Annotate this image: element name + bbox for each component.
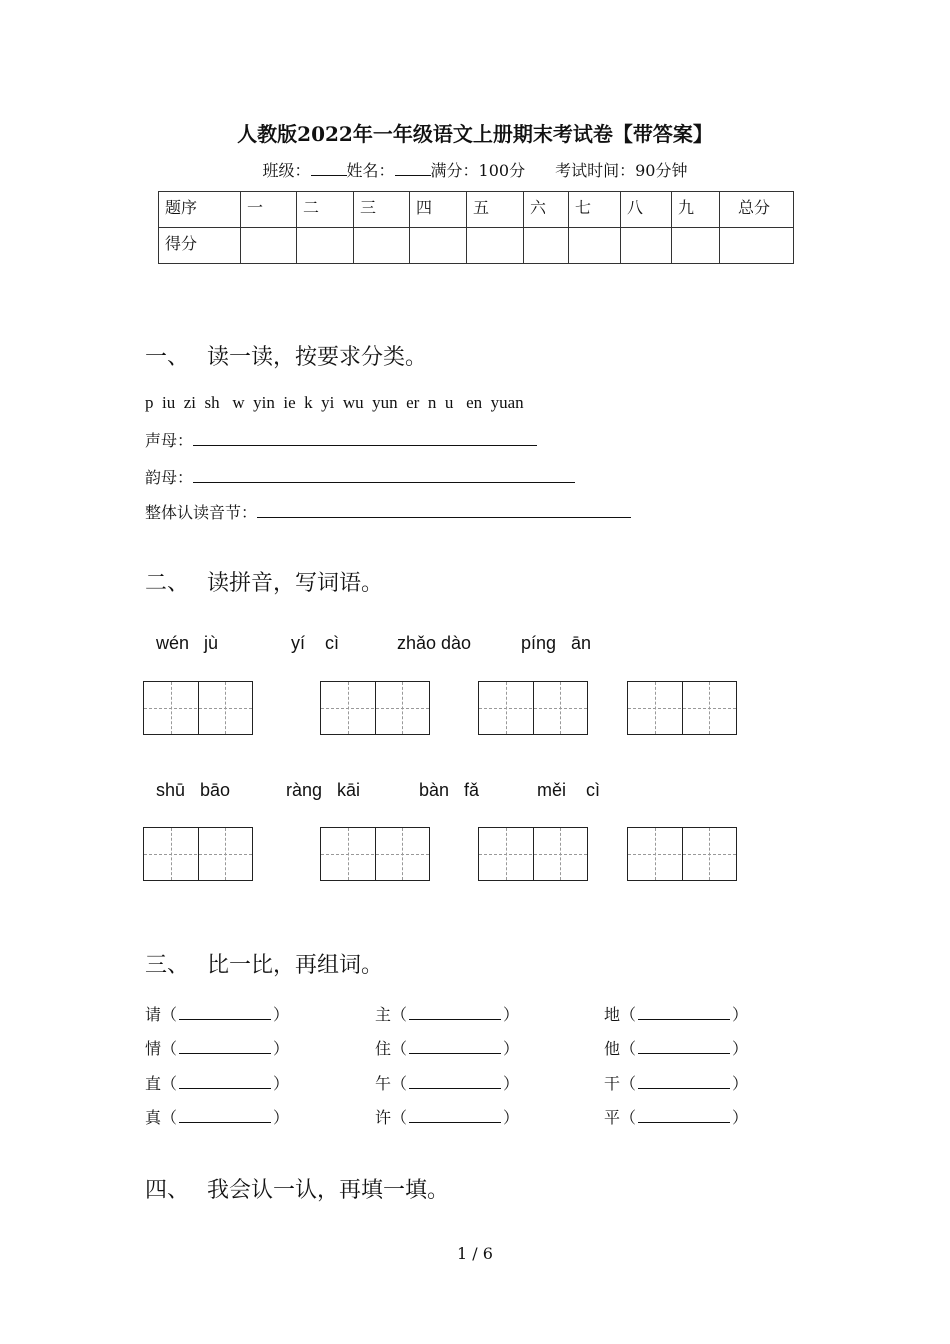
pinyin-label: wén jù	[156, 633, 219, 653]
score-cell[interactable]	[297, 228, 354, 264]
word-compose-blank[interactable]	[409, 1108, 501, 1123]
open-paren: （	[161, 1039, 178, 1058]
word-compose-item	[375, 1036, 519, 1059]
word-compose-item	[375, 1105, 519, 1128]
close-paren: ）	[273, 1039, 290, 1058]
section3-title: 比一比，再组词。	[207, 953, 384, 978]
word-compose-blank[interactable]	[409, 1005, 501, 1020]
open-paren: （	[391, 1108, 408, 1127]
pinyin-label: ràng kāi	[286, 780, 361, 800]
zhengti-line	[145, 500, 631, 523]
exam-info	[0, 158, 950, 181]
score-cell[interactable]	[569, 228, 621, 264]
open-paren: （	[620, 1074, 637, 1093]
word-compose-blank[interactable]	[179, 1039, 271, 1054]
writing-grid[interactable]	[143, 681, 253, 735]
word-compose-char: 情	[145, 1039, 162, 1058]
word-compose-item	[375, 1002, 519, 1025]
section1-letters: p iu zi sh w yin ie k yi wu yun er n u en yuan	[145, 393, 524, 412]
zhengti-answer-blank[interactable]	[257, 501, 631, 518]
writing-grid[interactable]	[627, 827, 737, 881]
score-table-score-row	[159, 228, 794, 264]
close-paren: ）	[503, 1074, 520, 1093]
shengmu-label: 声母：	[145, 431, 194, 450]
zhengti-label: 整体认读音节：	[145, 503, 258, 522]
pinyin-label: shū bāo	[156, 780, 231, 800]
word-compose-char: 直	[145, 1074, 162, 1093]
word-compose-char: 住	[375, 1039, 392, 1058]
writing-grid[interactable]	[320, 681, 430, 735]
section1-title: 读一读，按要求分类。	[207, 345, 428, 370]
word-compose-blank[interactable]	[409, 1039, 501, 1054]
pinyin-label: yí cì	[291, 633, 340, 653]
close-paren: ）	[503, 1005, 520, 1024]
full-score: 满分：100分	[430, 161, 526, 180]
word-compose-item	[604, 1071, 748, 1094]
pinyin-label: bàn fǎ	[419, 780, 480, 800]
open-paren: （	[161, 1108, 178, 1127]
close-paren: ）	[732, 1005, 749, 1024]
shengmu-line	[145, 428, 537, 451]
word-compose-item	[145, 1105, 289, 1128]
word-compose-blank[interactable]	[638, 1005, 730, 1020]
score-cell[interactable]	[410, 228, 467, 264]
name-label: 姓名：	[346, 161, 395, 180]
writing-grid[interactable]	[627, 681, 737, 735]
score-cell[interactable]	[354, 228, 410, 264]
page-title: 人教版2022年一年级语文上册期末考试卷【带答案】	[237, 122, 713, 146]
word-compose-char: 地	[604, 1005, 621, 1024]
class-blank	[311, 161, 347, 176]
yunmu-line	[145, 465, 575, 488]
score-header-cell: 八	[621, 192, 672, 228]
open-paren: （	[391, 1005, 408, 1024]
word-compose-char: 主	[375, 1005, 392, 1024]
score-cell[interactable]	[720, 228, 794, 264]
close-paren: ）	[732, 1108, 749, 1127]
score-row-label: 得分	[159, 228, 241, 264]
word-compose-char: 请	[145, 1005, 162, 1024]
score-table-header-row	[159, 192, 794, 228]
exam-time: 考试时间：90分钟	[555, 161, 688, 180]
close-paren: ）	[732, 1039, 749, 1058]
score-cell[interactable]	[467, 228, 524, 264]
writing-grid[interactable]	[478, 827, 588, 881]
open-paren: （	[620, 1005, 637, 1024]
section3-heading	[145, 948, 383, 979]
word-compose-blank[interactable]	[409, 1074, 501, 1089]
section4-num: 四、	[145, 1178, 190, 1203]
word-compose-blank[interactable]	[179, 1005, 271, 1020]
section1-num: 一、	[145, 345, 190, 370]
word-compose-char: 他	[604, 1039, 621, 1058]
open-paren: （	[620, 1108, 637, 1127]
open-paren: （	[391, 1074, 408, 1093]
word-compose-item	[145, 1071, 289, 1094]
word-compose-item	[375, 1071, 519, 1094]
score-header-cell: 五	[467, 192, 524, 228]
score-header-cell: 三	[354, 192, 410, 228]
score-header-cell: 一	[241, 192, 297, 228]
pinyin-label: měi cì	[537, 780, 601, 800]
word-compose-item	[145, 1002, 289, 1025]
writing-grid[interactable]	[478, 681, 588, 735]
score-header-cell: 六	[524, 192, 569, 228]
close-paren: ）	[503, 1108, 520, 1127]
close-paren: ）	[503, 1039, 520, 1058]
score-cell[interactable]	[524, 228, 569, 264]
score-header-cell: 四	[410, 192, 467, 228]
close-paren: ）	[273, 1005, 290, 1024]
word-compose-item	[145, 1036, 289, 1059]
score-header-cell: 七	[569, 192, 621, 228]
section3-num: 三、	[145, 953, 190, 978]
word-compose-blank[interactable]	[638, 1074, 730, 1089]
yunmu-answer-blank[interactable]	[193, 466, 575, 483]
section4-heading	[145, 1173, 449, 1204]
pinyin-label: zhǎo dào	[397, 633, 472, 653]
word-compose-blank[interactable]	[179, 1108, 271, 1123]
word-compose-char: 真	[145, 1108, 162, 1127]
close-paren: ）	[273, 1074, 290, 1093]
score-cell[interactable]	[241, 228, 297, 264]
word-compose-blank[interactable]	[638, 1108, 730, 1123]
writing-grid[interactable]	[143, 827, 253, 881]
section2-num: 二、	[145, 571, 190, 596]
word-compose-item	[604, 1036, 748, 1059]
name-blank	[395, 161, 431, 176]
word-compose-char: 平	[604, 1108, 621, 1127]
section2-heading	[145, 566, 383, 597]
score-cell[interactable]	[672, 228, 720, 264]
section4-title: 我会认一认，再填一填。	[207, 1178, 450, 1203]
class-label: 班级：	[262, 161, 311, 180]
pinyin-label: píng ān	[521, 633, 592, 653]
close-paren: ）	[273, 1108, 290, 1127]
word-compose-item	[604, 1105, 748, 1128]
open-paren: （	[391, 1039, 408, 1058]
section1-heading	[145, 340, 427, 371]
shengmu-answer-blank[interactable]	[193, 429, 537, 446]
word-compose-char: 许	[375, 1108, 392, 1127]
word-compose-item	[604, 1002, 748, 1025]
yunmu-label: 韵母：	[145, 468, 194, 487]
page-number: 1 / 6	[457, 1244, 493, 1263]
word-compose-char: 午	[375, 1074, 392, 1093]
score-header-cell: 题序	[159, 192, 241, 228]
open-paren: （	[161, 1005, 178, 1024]
writing-grid[interactable]	[320, 827, 430, 881]
close-paren: ）	[732, 1074, 749, 1093]
score-table	[158, 191, 794, 264]
open-paren: （	[620, 1039, 637, 1058]
score-cell[interactable]	[621, 228, 672, 264]
score-header-cell: 二	[297, 192, 354, 228]
score-header-cell: 九	[672, 192, 720, 228]
word-compose-char: 干	[604, 1074, 621, 1093]
section2-title: 读拼音，写词语。	[207, 571, 384, 596]
word-compose-blank[interactable]	[638, 1039, 730, 1054]
score-header-cell: 总分	[720, 192, 794, 228]
word-compose-blank[interactable]	[179, 1074, 271, 1089]
open-paren: （	[161, 1074, 178, 1093]
